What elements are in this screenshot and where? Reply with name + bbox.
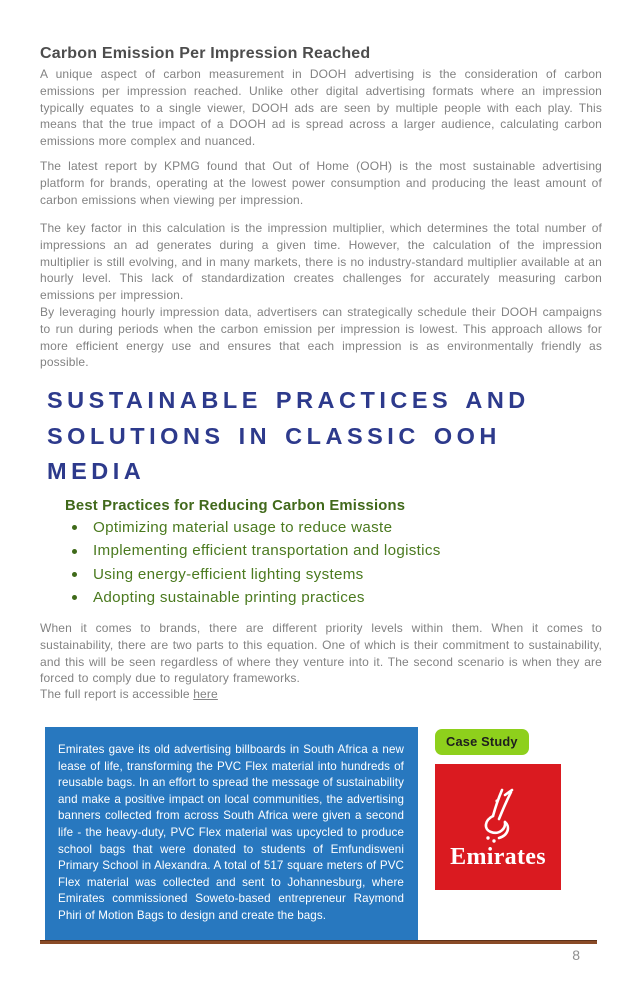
paragraph-kpmg-report: The latest report by KPMG found that Out of Home (OOH) is the most sustainable advertising platform for brands, operating at the lowest power consumption and producing the least amount of carbon emissions when viewing per impression. [40,159,602,207]
paragraph-hourly-data: By leveraging hourly impression data, advertisers can strategically schedule their DOOH campaigns to run during periods when the carbon emission per impression is lowest. This approach allows for more efficient energy use and ensures that each impression is as environmentally friendly as possible. [40,304,602,370]
bullet-dot-icon [72,525,77,530]
paragraph-group [40,220,602,371]
list-item-label: Optimizing material usage to reduce waste [93,519,393,536]
paragraph-impression-multiplier: The key factor in this calculation is the impression multiplier, which determines the total number of impressions an ad generates during a given time. However, the calculation of the impression multiplier is still evolving, and in many markets, there is no industry-standard multiplier available at an hourly level. This lack of standardization creates challenges for accurately measuring carbon emissions per impression. [40,221,602,303]
case-study-text-box [45,727,418,942]
report-line-text: The full report is accessible [40,687,194,701]
paragraph-carbon-measurement: A unique aspect of carbon measurement in DOOH advertising is the consideration of carbon emissions per impression reached. Unlike other digital advertising formats where an impression typically equates to a single viewer, DOOH ads are seen by multiple people with each play. This means that the true impact of a DOOH ad is spread across a larger audience, calculating carbon emissions more complex and nuanced. [40,67,602,149]
article-heading: Carbon Emission Per Impression Reached [40,45,371,62]
bullet-dot-icon [72,549,77,554]
emirates-arabic-calligraphy-icon [472,786,524,844]
list-item-label: Implementing efficient transportation and logistics [93,542,441,560]
section-heading-line-1: SUSTAINABLE PRACTICES AND [47,387,530,413]
list-item [72,590,441,606]
page-number: 8 [572,947,580,963]
bullet-dot-icon [72,595,77,600]
emirates-wordmark: Emirates [450,843,546,870]
footer-rule [40,940,597,944]
section-heading [47,383,577,490]
paragraph-brand-priorities: When it comes to brands, there are different priority levels within them. When it comes to sustainability, there are two parts to this equation. One of which is their commitment to sustainability, and this will be seen regardless of where they venture into it. The second scenario is when they are forced to comply due to regulatory frameworks. [40,621,602,686]
bullet-dot-icon [72,572,77,577]
section-heading-line-3: MEDIA [47,458,146,484]
list-item [72,567,441,583]
list-item-label: Using energy-efficient lighting systems [93,565,364,583]
list-item [72,520,441,536]
best-practices-subheading: Best Practices for Reducing Carbon Emissions [65,498,406,514]
list-item [72,543,441,559]
best-practices-list [72,520,441,613]
emirates-logo [435,764,561,890]
section-heading-line-2: SOLUTIONS IN CLASSIC OOH [47,422,501,449]
report-link[interactable]: here [193,687,218,701]
case-study-body: Emirates gave its old advertising billboards in South Africa a new lease of life, transforming the PVC Flex material into hundreds of reusable bags. In an effort to spread the message of sustainability and make a positive impact on local communities, the advertising banners collected from across South Africa were given a second life - the heavy-duty, PVC Flex material was upcycled to produce school bags that were donated to students of Emfundisweni Primary School in Alexandra. A total of 517 square meters of PVC Flex material was collected and sent to Johannesburg, where Emirates commissioned Soweto-based entrepreneur Raymond Phiri of Motion Bags to design and create the bags. [58,743,404,922]
case-study-badge: Case Study [435,729,529,755]
report-access-line [40,687,218,701]
list-item-label: Adopting sustainable printing practices [93,588,365,606]
